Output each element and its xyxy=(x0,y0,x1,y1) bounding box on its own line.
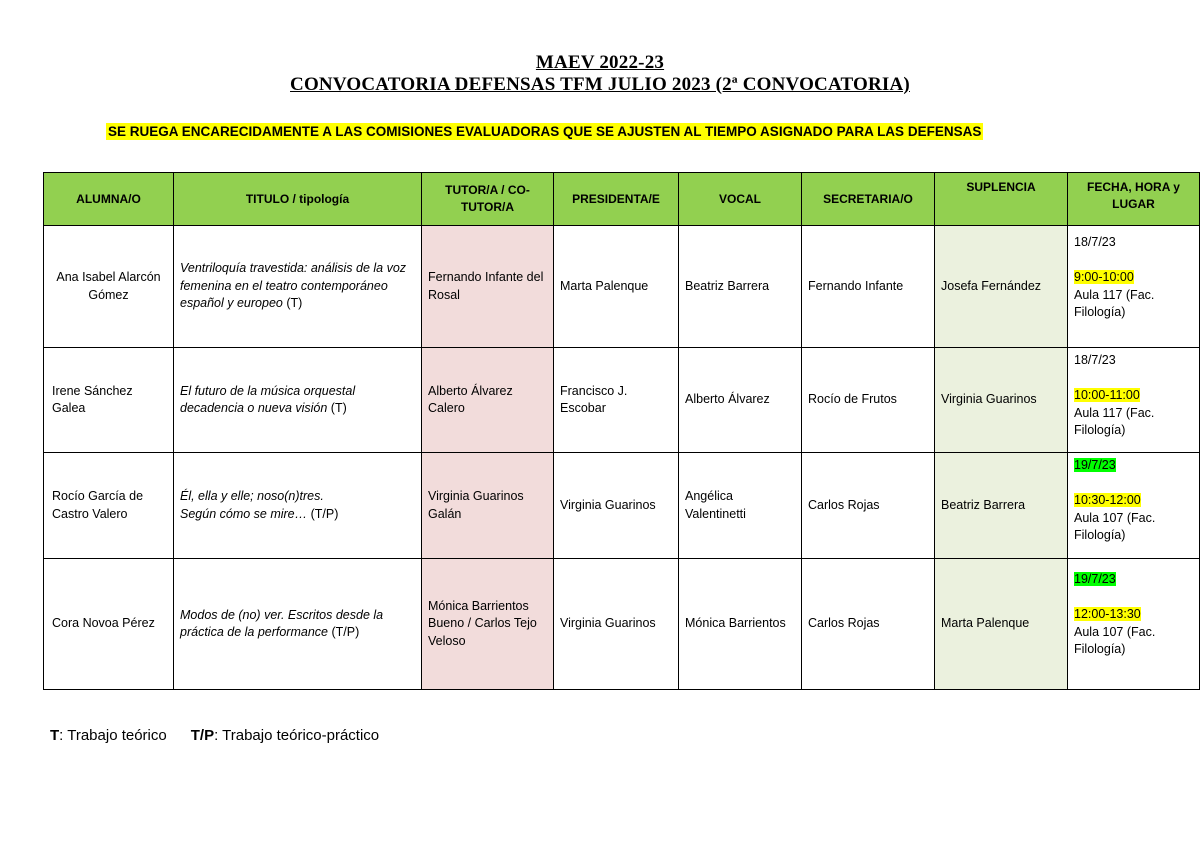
cell-secretaria: Carlos Rojas xyxy=(802,559,935,690)
defenses-table xyxy=(43,172,1200,690)
legend-t-key: T xyxy=(50,727,60,744)
defense-time: 10:30-12:00 xyxy=(1074,493,1141,507)
thesis-title: Él, ella y elle; noso(n)tres. xyxy=(180,489,324,503)
cell-alumna: Irene Sánchez Galea xyxy=(44,348,174,453)
cell-fecha xyxy=(1068,453,1200,559)
cell-presidenta: Virginia Guarinos xyxy=(554,559,679,690)
cell-secretaria: Carlos Rojas xyxy=(802,453,935,559)
header-tutor: TUTOR/A / CO-TUTOR/A xyxy=(422,173,554,226)
thesis-type: (T) xyxy=(282,296,303,311)
table-row xyxy=(44,348,1200,453)
defense-location: Aula 107 (Fac. Filología) xyxy=(1074,624,1156,656)
cell-titulo xyxy=(174,559,422,690)
document-subtitle: CONVOCATORIA DEFENSAS TFM JULIO 2023 (2ª CONVOCATORIA) xyxy=(290,74,910,95)
cell-suplencia: Marta Palenque xyxy=(935,559,1068,690)
header-vocal: VOCAL xyxy=(679,173,802,226)
cell-tutor: Fernando Infante del Rosal xyxy=(422,226,554,348)
header-secretaria: SECRETARIA/O xyxy=(802,173,935,226)
defense-date: 19/7/23 xyxy=(1074,572,1116,586)
thesis-title: El futuro de la música orquestal decadencia o nueva visión xyxy=(180,383,356,415)
cell-alumna: Cora Novoa Pérez xyxy=(44,559,174,690)
cell-tutor: Virginia Guarinos Galán xyxy=(422,453,554,559)
legend-t-text: : Trabajo teórico xyxy=(59,727,167,744)
cell-vocal: Alberto Álvarez xyxy=(679,348,802,453)
table-row xyxy=(44,226,1200,348)
defense-time: 10:00-11:00 xyxy=(1074,388,1140,402)
cell-vocal: Mónica Barrientos xyxy=(679,559,802,690)
cell-tutor: Mónica Barrientos Bueno / Carlos Tejo Veloso xyxy=(422,559,554,690)
cell-presidenta: Francisco J. Escobar xyxy=(554,348,679,453)
cell-alumna: Rocío García de Castro Valero xyxy=(44,453,174,559)
cell-titulo xyxy=(174,348,422,453)
thesis-type: (T/P) xyxy=(307,506,339,521)
header-alumna: ALUMNA/O xyxy=(44,173,174,226)
legend-tp-text: : Trabajo teórico-práctico xyxy=(214,727,380,744)
thesis-title: Modos de (no) ver. Escritos desde la práctica de la performance xyxy=(180,607,384,639)
cell-tutor: Alberto Álvarez Calero xyxy=(422,348,554,453)
cell-titulo xyxy=(174,226,422,348)
cell-fecha xyxy=(1068,559,1200,690)
header-fecha: FECHA, HORA y LUGAR xyxy=(1068,173,1200,226)
table-header-row xyxy=(44,173,1200,226)
table-row xyxy=(44,453,1200,559)
header-suplencia: SUPLENCIA xyxy=(935,173,1068,226)
cell-suplencia: Beatriz Barrera xyxy=(935,453,1068,559)
legend-tp-key: T/P xyxy=(190,727,215,744)
defense-date: 19/7/23 xyxy=(1074,458,1116,472)
defense-time: 12:00-13:30 xyxy=(1074,607,1141,621)
cell-vocal: Beatriz Barrera xyxy=(679,226,802,348)
thesis-type: (T/P) xyxy=(328,625,360,639)
defense-time: 9:00-10:00 xyxy=(1074,270,1134,284)
defense-location: Aula 117 (Fac. Filología) xyxy=(1074,405,1155,437)
highlighted-notice: SE RUEGA ENCARECIDAMENTE A LAS COMISIONES EVALUADORAS QUE SE AJUSTEN AL TIEMPO ASIGNADO PARA LAS DEFENSAS xyxy=(108,124,982,139)
cell-alumna: Ana Isabel Alarcón Gómez xyxy=(44,226,174,348)
thesis-type: (T) xyxy=(327,401,347,415)
table-row xyxy=(44,559,1200,690)
cell-fecha xyxy=(1068,348,1200,453)
defense-location: Aula 107 (Fac. Filología) xyxy=(1074,510,1156,542)
header-presidenta: PRESIDENTA/E xyxy=(554,173,679,226)
cell-suplencia: Josefa Fernández xyxy=(935,226,1068,348)
defense-date: 18/7/23 xyxy=(1074,353,1116,367)
cell-presidenta: Marta Palenque xyxy=(554,226,679,348)
cell-fecha xyxy=(1068,226,1200,348)
cell-titulo xyxy=(174,453,422,559)
cell-suplencia: Virginia Guarinos xyxy=(935,348,1068,453)
defense-location: Aula 117 (Fac. Filología) xyxy=(1074,287,1155,319)
cell-secretaria: Fernando Infante xyxy=(802,226,935,348)
document-title: MAEV 2022-23 xyxy=(535,52,665,73)
thesis-title-line2: Según cómo se mire… xyxy=(180,506,308,521)
thesis-title: Ventriloquía travestida: análisis de la voz femenina en el teatro contemporáneo español y europeo xyxy=(180,261,407,311)
legend xyxy=(50,727,379,744)
cell-vocal: Angélica Valentinetti xyxy=(679,453,802,559)
defense-date: 18/7/23 xyxy=(1074,235,1116,249)
cell-presidenta: Virginia Guarinos xyxy=(554,453,679,559)
header-titulo: TITULO / tipología xyxy=(174,173,422,226)
cell-secretaria: Rocío de Frutos xyxy=(802,348,935,453)
